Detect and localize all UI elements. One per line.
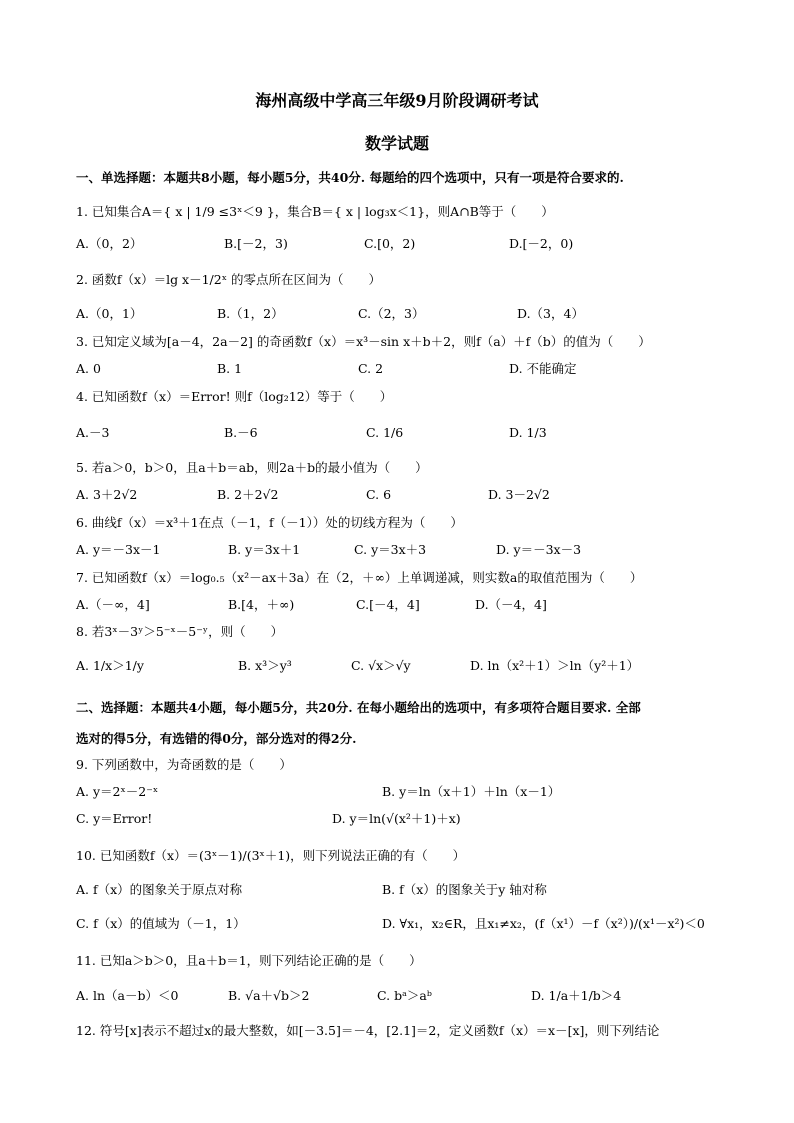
q4-option-a: A.－3 [76, 425, 110, 440]
question-10-options-row1 [0, 882, 794, 902]
q5-option-d: D. 3－2√2 [488, 487, 550, 502]
q9-option-b: B. y＝ln（x＋1）＋ln（x－1） [382, 784, 561, 799]
question-5-options [0, 487, 794, 507]
q2-option-d: D.（3，4） [517, 306, 584, 321]
q8-option-c: C. √x＞√y [351, 658, 411, 673]
question-9-options-row1 [0, 784, 794, 804]
exam-title: 海州高级中学高三年级9月阶段调研考试 [255, 91, 539, 110]
q3-option-a: A. 0 [76, 361, 101, 376]
q5-option-a: A. 3＋2√2 [76, 487, 138, 502]
exam-subtitle: 数学试题 [364, 134, 429, 153]
q6-option-c: C. y＝3x＋3 [354, 542, 427, 557]
question-5-stem: 5. 若a＞0，b＞0，且a＋b＝ab，则2a＋b的最小值为（ ） [76, 460, 428, 475]
q2-option-c: C.（2，3） [358, 306, 425, 321]
q2-option-a: A.（0，1） [76, 306, 143, 321]
q11-option-b: B. √a＋√b＞2 [228, 988, 310, 1003]
q3-option-c: C. 2 [358, 361, 384, 376]
question-3-stem: 3. 已知定义域为[a－4，2a－2] 的奇函数f（x）＝x³－sin x＋b＋2，则f（a）＋f（b）的值为（ ） [76, 334, 651, 349]
q7-option-a: A.（－∞，4] [76, 597, 150, 612]
q7-option-d: D.（－4，4] [475, 597, 547, 612]
q9-option-a: A. y＝2ˣ－2⁻ˣ [76, 784, 159, 799]
q8-option-b: B. x³＞y³ [238, 658, 292, 673]
q2-option-b: B.（1，2） [217, 306, 284, 321]
question-9-stem: 9. 下列函数中，为奇函数的是（ ） [76, 757, 292, 772]
q1-option-b: B.[－2，3) [224, 236, 288, 251]
q9-option-d: D. y＝ln(√(x²＋1)＋x) [332, 811, 461, 826]
q11-option-a: A. ln（a－b）＜0 [76, 988, 179, 1003]
question-12-stem: 12. 符号[x]表示不超过x的最大整数，如[－3.5]＝－4，[2.1]＝2，定义函数f（x）＝x－[x]，则下列结论 [76, 1023, 660, 1038]
question-11-stem: 11. 已知a＞b＞0，且a＋b＝1，则下列结论正确的是（ ） [76, 953, 422, 968]
question-11-options [0, 988, 794, 1008]
q4-option-d: D. 1/3 [509, 425, 547, 440]
q8-option-d: D. ln（x²＋1）＞ln（y²＋1） [470, 658, 640, 673]
q10-option-a: A. f（x）的图象关于原点对称 [76, 882, 243, 897]
q7-option-c: C.[－4，4] [356, 597, 420, 612]
question-8-stem: 8. 若3ˣ－3ʸ＞5⁻ˣ－5⁻ʸ，则（ ） [76, 624, 284, 639]
q3-option-b: B. 1 [217, 361, 243, 376]
section1-heading: 一、单选择题：本题共8小题，每小题5分，共40分. 每题给的四个选项中，只有一项是符合要求的. [76, 170, 624, 185]
question-10-options-row2 [0, 916, 794, 936]
q5-option-b: B. 2＋2√2 [217, 487, 279, 502]
q11-option-d: D. 1/a＋1/b＞4 [531, 988, 622, 1003]
question-3-options [0, 361, 794, 381]
question-8-options [0, 658, 794, 678]
q1-option-c: C.[0，2) [364, 236, 416, 251]
question-1-stem: 1. 已知集合A＝{ x | 1/9 ≤3ˣ＜9 }，集合B＝{ x | log₃x＜1}，则A∩B等于（ ） [76, 204, 554, 219]
q6-option-b: B. y＝3x＋1 [228, 542, 301, 557]
q8-option-a: A. 1/x＞1/y [76, 658, 144, 673]
q10-option-c: C. f（x）的值域为（－1，1） [76, 916, 246, 931]
q9-option-c: C. y＝Error! [76, 811, 153, 826]
question-1-options [0, 236, 794, 256]
question-6-stem: 6. 曲线f（x）＝x³＋1在点（－1，f（－1））处的切线方程为（ ） [76, 515, 463, 530]
q10-option-d: D. ∀x₁，x₂∈R，且x₁≠x₂，(f（x¹）－f（x²）)/(x¹－x²)＜0 [382, 916, 705, 931]
question-4-options [0, 425, 794, 445]
q5-option-c: C. 6 [366, 487, 392, 502]
question-6-options [0, 542, 794, 562]
question-7-options [0, 597, 794, 617]
q1-option-a: A.（0，2） [76, 236, 143, 251]
question-9-options-row2 [0, 811, 794, 831]
question-2-options [0, 306, 794, 326]
q6-option-d: D. y＝－3x－3 [496, 542, 582, 557]
q11-option-c: C. bᵃ＞aᵇ [377, 988, 432, 1003]
question-10-stem: 10. 已知函数f（x）＝(3ˣ－1)/(3ˣ＋1)，则下列说法正确的有（ ） [76, 848, 466, 863]
section2-heading-line2: 选对的得5分，有选错的得0分，部分选对的得2分. [76, 731, 357, 746]
q4-option-c: C. 1/6 [366, 425, 404, 440]
q4-option-b: B.－6 [224, 425, 258, 440]
q1-option-d: D.[－2，0) [509, 236, 574, 251]
question-7-stem: 7. 已知函数f（x）＝log₀.₅（x²－ax＋3a）在（2，＋∞）上单调递减，则实数a的取值范围为（ ） [76, 570, 643, 585]
q10-option-b: B. f（x）的图象关于y 轴对称 [382, 882, 547, 897]
q6-option-a: A. y＝－3x－1 [76, 542, 161, 557]
question-2-stem: 2. 函数f（x）＝lg x－1/2ˣ 的零点所在区间为（ ） [76, 272, 381, 287]
q3-option-d: D. 不能确定 [509, 361, 577, 376]
question-4-stem: 4. 已知函数f（x）＝Error! 则f（log₂12）等于（ ） [76, 389, 393, 404]
q7-option-b: B.[4，＋∞) [228, 597, 295, 612]
section2-heading-line1: 二、选择题：本题共4小题，每小题5分，共20分. 在每小题给出的选项中，有多项符合题目要求. 全部 [76, 700, 641, 715]
